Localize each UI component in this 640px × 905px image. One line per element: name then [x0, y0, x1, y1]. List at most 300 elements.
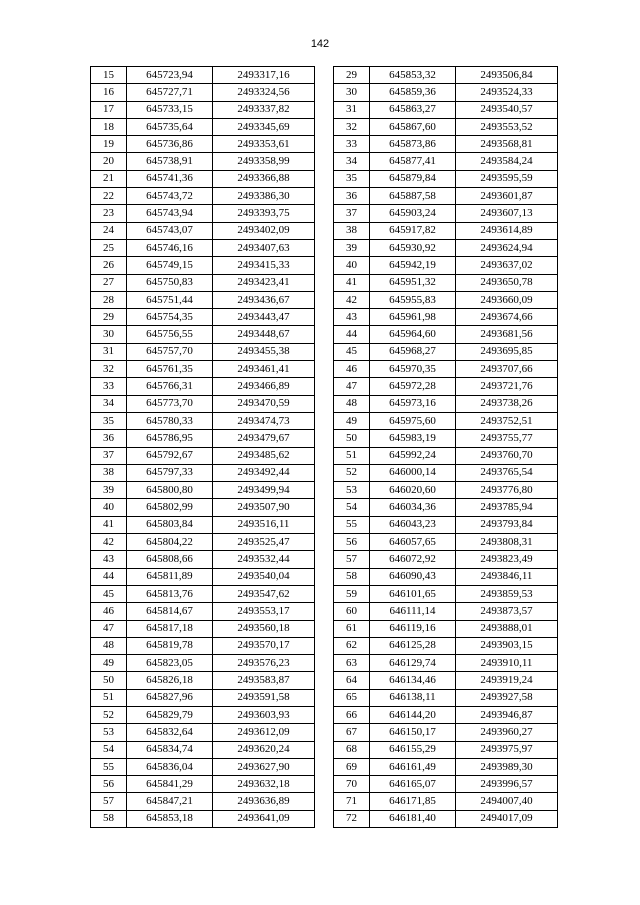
point-number-cell: 55 — [334, 516, 370, 533]
point-number-cell: 55 — [91, 758, 127, 775]
y-coordinate-cell: 2493650,78 — [456, 274, 558, 291]
x-coordinate-cell: 645955,83 — [370, 291, 456, 308]
table-row — [91, 551, 315, 568]
y-coordinate-cell: 2493591,58 — [213, 689, 315, 706]
x-coordinate-cell: 645754,35 — [127, 309, 213, 326]
point-number-cell: 25 — [91, 239, 127, 256]
table-row — [334, 170, 558, 187]
x-coordinate-cell: 645813,76 — [127, 585, 213, 602]
table-row — [334, 534, 558, 551]
y-coordinate-cell: 2493583,87 — [213, 672, 315, 689]
table-row — [91, 205, 315, 222]
x-coordinate-cell: 645750,83 — [127, 274, 213, 291]
y-coordinate-cell: 2493443,47 — [213, 309, 315, 326]
point-number-cell: 35 — [334, 170, 370, 187]
point-number-cell: 33 — [334, 136, 370, 153]
x-coordinate-cell: 645761,35 — [127, 361, 213, 378]
table-row — [91, 447, 315, 464]
point-number-cell: 34 — [91, 395, 127, 412]
point-number-cell: 27 — [91, 274, 127, 291]
y-coordinate-cell: 2493960,27 — [456, 724, 558, 741]
x-coordinate-cell: 645829,79 — [127, 706, 213, 723]
table-row — [91, 637, 315, 654]
point-number-cell: 52 — [334, 464, 370, 481]
table-row — [91, 309, 315, 326]
point-number-cell: 38 — [334, 222, 370, 239]
x-coordinate-cell: 646125,28 — [370, 637, 456, 654]
table-row — [91, 136, 315, 153]
x-coordinate-cell: 645786,95 — [127, 430, 213, 447]
y-coordinate-cell: 2493353,61 — [213, 136, 315, 153]
table-row — [91, 257, 315, 274]
point-number-cell: 48 — [334, 395, 370, 412]
y-coordinate-cell: 2493547,62 — [213, 585, 315, 602]
table-row — [91, 620, 315, 637]
y-coordinate-cell: 2493910,11 — [456, 655, 558, 672]
x-coordinate-cell: 645792,67 — [127, 447, 213, 464]
x-coordinate-cell: 645973,16 — [370, 395, 456, 412]
y-coordinate-cell: 2493614,89 — [456, 222, 558, 239]
x-coordinate-cell: 645814,67 — [127, 603, 213, 620]
table-row — [91, 430, 315, 447]
point-number-cell: 54 — [91, 741, 127, 758]
x-coordinate-cell: 645847,21 — [127, 793, 213, 810]
table-row — [91, 724, 315, 741]
table-row — [334, 361, 558, 378]
x-coordinate-cell: 645992,24 — [370, 447, 456, 464]
y-coordinate-cell: 2493927,58 — [456, 689, 558, 706]
point-number-cell: 50 — [91, 672, 127, 689]
point-number-cell: 34 — [334, 153, 370, 170]
y-coordinate-cell: 2493707,66 — [456, 361, 558, 378]
table-row — [91, 482, 315, 499]
x-coordinate-cell: 645863,27 — [370, 101, 456, 118]
y-coordinate-cell: 2494017,09 — [456, 810, 558, 827]
point-number-cell: 29 — [334, 67, 370, 84]
table-row — [334, 620, 558, 637]
x-coordinate-cell: 645727,71 — [127, 84, 213, 101]
y-coordinate-cell: 2493919,24 — [456, 672, 558, 689]
y-coordinate-cell: 2493553,17 — [213, 603, 315, 620]
table-row — [91, 776, 315, 793]
table-row — [91, 412, 315, 429]
x-coordinate-cell: 645797,33 — [127, 464, 213, 481]
table-row — [91, 118, 315, 135]
y-coordinate-cell: 2493873,57 — [456, 603, 558, 620]
point-number-cell: 58 — [91, 810, 127, 827]
y-coordinate-cell: 2493823,49 — [456, 551, 558, 568]
x-coordinate-cell: 645887,58 — [370, 188, 456, 205]
x-coordinate-cell: 645917,82 — [370, 222, 456, 239]
x-coordinate-cell: 645743,72 — [127, 188, 213, 205]
y-coordinate-cell: 2493485,62 — [213, 447, 315, 464]
point-number-cell: 46 — [91, 603, 127, 620]
point-number-cell: 49 — [91, 655, 127, 672]
y-coordinate-cell: 2493345,69 — [213, 118, 315, 135]
table-row — [334, 758, 558, 775]
point-number-cell: 45 — [334, 343, 370, 360]
x-coordinate-cell: 645961,98 — [370, 309, 456, 326]
point-number-cell: 43 — [91, 551, 127, 568]
x-coordinate-cell: 645751,44 — [127, 291, 213, 308]
point-number-cell: 58 — [334, 568, 370, 585]
table-row — [91, 67, 315, 84]
x-coordinate-cell: 645811,89 — [127, 568, 213, 585]
table-row — [334, 672, 558, 689]
y-coordinate-cell: 2493337,82 — [213, 101, 315, 118]
point-number-cell: 48 — [91, 637, 127, 654]
y-coordinate-cell: 2493499,94 — [213, 482, 315, 499]
point-number-cell: 68 — [334, 741, 370, 758]
point-number-cell: 47 — [91, 620, 127, 637]
y-coordinate-cell: 2493755,77 — [456, 430, 558, 447]
x-coordinate-cell: 645780,33 — [127, 412, 213, 429]
x-coordinate-cell: 646111,14 — [370, 603, 456, 620]
point-number-cell: 40 — [91, 499, 127, 516]
table-row — [91, 741, 315, 758]
table-row — [91, 793, 315, 810]
y-coordinate-cell: 2493808,31 — [456, 534, 558, 551]
x-coordinate-cell: 645766,31 — [127, 378, 213, 395]
table-row — [334, 188, 558, 205]
table-row — [91, 101, 315, 118]
y-coordinate-cell: 2493603,93 — [213, 706, 315, 723]
y-coordinate-cell: 2493423,41 — [213, 274, 315, 291]
table-row — [91, 170, 315, 187]
table-row — [334, 395, 558, 412]
x-coordinate-cell: 645757,70 — [127, 343, 213, 360]
point-number-cell: 71 — [334, 793, 370, 810]
table-row — [334, 101, 558, 118]
x-coordinate-cell: 646134,46 — [370, 672, 456, 689]
point-number-cell: 51 — [334, 447, 370, 464]
point-number-cell: 21 — [91, 170, 127, 187]
y-coordinate-cell: 2493888,01 — [456, 620, 558, 637]
table-row — [91, 361, 315, 378]
x-coordinate-cell: 645968,27 — [370, 343, 456, 360]
y-coordinate-cell: 2493436,67 — [213, 291, 315, 308]
point-number-cell: 45 — [91, 585, 127, 602]
point-number-cell: 19 — [91, 136, 127, 153]
y-coordinate-cell: 2493674,66 — [456, 309, 558, 326]
x-coordinate-cell: 645879,84 — [370, 170, 456, 187]
point-number-cell: 22 — [91, 188, 127, 205]
y-coordinate-cell: 2493492,44 — [213, 464, 315, 481]
table-row — [334, 499, 558, 516]
table-row — [334, 67, 558, 84]
y-coordinate-cell: 2493601,87 — [456, 188, 558, 205]
y-coordinate-cell: 2493752,51 — [456, 412, 558, 429]
x-coordinate-cell: 646072,92 — [370, 551, 456, 568]
y-coordinate-cell: 2493946,87 — [456, 706, 558, 723]
x-coordinate-cell: 646150,17 — [370, 724, 456, 741]
table-row — [91, 758, 315, 775]
y-coordinate-cell: 2493776,80 — [456, 482, 558, 499]
table-row — [334, 447, 558, 464]
x-coordinate-cell: 646144,20 — [370, 706, 456, 723]
table-row — [91, 689, 315, 706]
point-number-cell: 54 — [334, 499, 370, 516]
x-coordinate-cell: 646119,16 — [370, 620, 456, 637]
y-coordinate-cell: 2493393,75 — [213, 205, 315, 222]
x-coordinate-cell: 646129,74 — [370, 655, 456, 672]
point-number-cell: 44 — [334, 326, 370, 343]
point-number-cell: 70 — [334, 776, 370, 793]
y-coordinate-cell: 2493560,18 — [213, 620, 315, 637]
point-number-cell: 43 — [334, 309, 370, 326]
table-row — [334, 309, 558, 326]
y-coordinate-cell: 2493455,38 — [213, 343, 315, 360]
x-coordinate-cell: 645827,96 — [127, 689, 213, 706]
x-coordinate-cell: 645749,15 — [127, 257, 213, 274]
y-coordinate-cell: 2493660,09 — [456, 291, 558, 308]
x-coordinate-cell: 645743,07 — [127, 222, 213, 239]
table-row — [334, 205, 558, 222]
point-number-cell: 33 — [91, 378, 127, 395]
y-coordinate-cell: 2493568,81 — [456, 136, 558, 153]
x-coordinate-cell: 646020,60 — [370, 482, 456, 499]
y-coordinate-cell: 2493415,33 — [213, 257, 315, 274]
table-row — [334, 551, 558, 568]
point-number-cell: 63 — [334, 655, 370, 672]
x-coordinate-cell: 645867,60 — [370, 118, 456, 135]
point-number-cell: 17 — [91, 101, 127, 118]
point-number-cell: 40 — [334, 257, 370, 274]
point-number-cell: 44 — [91, 568, 127, 585]
y-coordinate-cell: 2493996,57 — [456, 776, 558, 793]
y-coordinate-cell: 2493402,09 — [213, 222, 315, 239]
point-number-cell: 61 — [334, 620, 370, 637]
table-row — [91, 343, 315, 360]
point-number-cell: 47 — [334, 378, 370, 395]
point-number-cell: 28 — [91, 291, 127, 308]
x-coordinate-cell: 645756,55 — [127, 326, 213, 343]
table-row — [334, 378, 558, 395]
point-number-cell: 57 — [334, 551, 370, 568]
x-coordinate-cell: 645738,91 — [127, 153, 213, 170]
table-row — [334, 603, 558, 620]
y-coordinate-cell: 2493553,52 — [456, 118, 558, 135]
x-coordinate-cell: 645853,18 — [127, 810, 213, 827]
x-coordinate-cell: 645733,15 — [127, 101, 213, 118]
table-row — [91, 810, 315, 827]
y-coordinate-cell: 2493466,89 — [213, 378, 315, 395]
x-coordinate-cell: 645983,19 — [370, 430, 456, 447]
point-number-cell: 62 — [334, 637, 370, 654]
x-coordinate-cell: 645736,86 — [127, 136, 213, 153]
x-coordinate-cell: 646155,29 — [370, 741, 456, 758]
y-coordinate-cell: 2493738,26 — [456, 395, 558, 412]
x-coordinate-cell: 645802,99 — [127, 499, 213, 516]
point-number-cell: 29 — [91, 309, 127, 326]
y-coordinate-cell: 2493366,88 — [213, 170, 315, 187]
x-coordinate-cell: 646101,65 — [370, 585, 456, 602]
point-number-cell: 23 — [91, 205, 127, 222]
y-coordinate-cell: 2493479,67 — [213, 430, 315, 447]
point-number-cell: 35 — [91, 412, 127, 429]
table-row — [91, 603, 315, 620]
y-coordinate-cell: 2493461,41 — [213, 361, 315, 378]
table-row — [91, 188, 315, 205]
y-coordinate-cell: 2493540,04 — [213, 568, 315, 585]
x-coordinate-cell: 645970,35 — [370, 361, 456, 378]
y-coordinate-cell: 2493620,24 — [213, 741, 315, 758]
y-coordinate-cell: 2493760,70 — [456, 447, 558, 464]
x-coordinate-cell: 645972,28 — [370, 378, 456, 395]
point-number-cell: 53 — [91, 724, 127, 741]
x-coordinate-cell: 646057,65 — [370, 534, 456, 551]
x-coordinate-cell: 645903,24 — [370, 205, 456, 222]
y-coordinate-cell: 2493765,54 — [456, 464, 558, 481]
x-coordinate-cell: 645817,18 — [127, 620, 213, 637]
point-number-cell: 37 — [91, 447, 127, 464]
y-coordinate-cell: 2493532,44 — [213, 551, 315, 568]
point-number-cell: 53 — [334, 482, 370, 499]
x-coordinate-cell: 645930,92 — [370, 239, 456, 256]
x-coordinate-cell: 645964,60 — [370, 326, 456, 343]
table-row — [334, 84, 558, 101]
point-number-cell: 49 — [334, 412, 370, 429]
x-coordinate-cell: 645773,70 — [127, 395, 213, 412]
y-coordinate-cell: 2493470,59 — [213, 395, 315, 412]
x-coordinate-cell: 645877,41 — [370, 153, 456, 170]
table-row — [334, 274, 558, 291]
table-row — [91, 153, 315, 170]
y-coordinate-cell: 2493681,56 — [456, 326, 558, 343]
point-number-cell: 41 — [334, 274, 370, 291]
y-coordinate-cell: 2493903,15 — [456, 637, 558, 654]
point-number-cell: 64 — [334, 672, 370, 689]
point-number-cell: 24 — [91, 222, 127, 239]
table-row — [91, 706, 315, 723]
point-number-cell: 32 — [91, 361, 127, 378]
y-coordinate-cell: 2493627,90 — [213, 758, 315, 775]
y-coordinate-cell: 2493386,30 — [213, 188, 315, 205]
point-number-cell: 67 — [334, 724, 370, 741]
point-number-cell: 65 — [334, 689, 370, 706]
x-coordinate-cell: 645735,64 — [127, 118, 213, 135]
table-row — [91, 585, 315, 602]
table-row — [334, 793, 558, 810]
x-coordinate-cell: 645804,22 — [127, 534, 213, 551]
table-row — [91, 672, 315, 689]
x-coordinate-cell: 645803,84 — [127, 516, 213, 533]
table-row — [334, 257, 558, 274]
table-row — [91, 274, 315, 291]
y-coordinate-cell: 2493516,11 — [213, 516, 315, 533]
x-coordinate-cell: 645832,64 — [127, 724, 213, 741]
x-coordinate-cell: 645859,36 — [370, 84, 456, 101]
y-coordinate-cell: 2493407,63 — [213, 239, 315, 256]
x-coordinate-cell: 645841,29 — [127, 776, 213, 793]
point-number-cell: 31 — [334, 101, 370, 118]
coordinates-table-right — [333, 66, 558, 828]
table-row — [334, 412, 558, 429]
point-number-cell: 59 — [334, 585, 370, 602]
y-coordinate-cell: 2493637,02 — [456, 257, 558, 274]
table-row — [91, 395, 315, 412]
point-number-cell: 36 — [91, 430, 127, 447]
y-coordinate-cell: 2494007,40 — [456, 793, 558, 810]
table-row — [334, 655, 558, 672]
y-coordinate-cell: 2493506,84 — [456, 67, 558, 84]
point-number-cell: 46 — [334, 361, 370, 378]
table-row — [334, 482, 558, 499]
y-coordinate-cell: 2493793,84 — [456, 516, 558, 533]
x-coordinate-cell: 645823,05 — [127, 655, 213, 672]
y-coordinate-cell: 2493584,24 — [456, 153, 558, 170]
table-row — [334, 706, 558, 723]
table-row — [334, 637, 558, 654]
table-row — [334, 343, 558, 360]
x-coordinate-cell: 645826,18 — [127, 672, 213, 689]
table-row — [91, 239, 315, 256]
point-number-cell: 39 — [334, 239, 370, 256]
point-number-cell: 30 — [334, 84, 370, 101]
point-number-cell: 16 — [91, 84, 127, 101]
table-row — [91, 326, 315, 343]
y-coordinate-cell: 2493846,11 — [456, 568, 558, 585]
point-number-cell: 66 — [334, 706, 370, 723]
point-number-cell: 26 — [91, 257, 127, 274]
y-coordinate-cell: 2493576,23 — [213, 655, 315, 672]
x-coordinate-cell: 645746,16 — [127, 239, 213, 256]
table-row — [334, 239, 558, 256]
y-coordinate-cell: 2493595,59 — [456, 170, 558, 187]
x-coordinate-cell: 646034,36 — [370, 499, 456, 516]
point-number-cell: 51 — [91, 689, 127, 706]
y-coordinate-cell: 2493540,57 — [456, 101, 558, 118]
table-row — [334, 568, 558, 585]
table-row — [334, 464, 558, 481]
x-coordinate-cell: 645975,60 — [370, 412, 456, 429]
table-row — [334, 516, 558, 533]
point-number-cell: 56 — [334, 534, 370, 551]
table-row — [334, 291, 558, 308]
x-coordinate-cell: 645951,32 — [370, 274, 456, 291]
y-coordinate-cell: 2493358,99 — [213, 153, 315, 170]
point-number-cell: 18 — [91, 118, 127, 135]
point-number-cell: 56 — [91, 776, 127, 793]
y-coordinate-cell: 2493721,76 — [456, 378, 558, 395]
point-number-cell: 42 — [334, 291, 370, 308]
table-row — [91, 291, 315, 308]
table-row — [91, 84, 315, 101]
x-coordinate-cell: 645836,04 — [127, 758, 213, 775]
table-row — [334, 153, 558, 170]
x-coordinate-cell: 645741,36 — [127, 170, 213, 187]
y-coordinate-cell: 2493859,53 — [456, 585, 558, 602]
point-number-cell: 52 — [91, 706, 127, 723]
y-coordinate-cell: 2493636,89 — [213, 793, 315, 810]
x-coordinate-cell: 645819,78 — [127, 637, 213, 654]
point-number-cell: 31 — [91, 343, 127, 360]
x-coordinate-cell: 645808,66 — [127, 551, 213, 568]
x-coordinate-cell: 645853,32 — [370, 67, 456, 84]
table-row — [91, 534, 315, 551]
x-coordinate-cell: 646165,07 — [370, 776, 456, 793]
table-row — [91, 655, 315, 672]
page-number: 142 — [310, 38, 330, 50]
x-coordinate-cell: 645743,94 — [127, 205, 213, 222]
y-coordinate-cell: 2493507,90 — [213, 499, 315, 516]
x-coordinate-cell: 646090,43 — [370, 568, 456, 585]
point-number-cell: 50 — [334, 430, 370, 447]
table-row — [334, 326, 558, 343]
coordinates-table-left — [90, 66, 315, 828]
table-row — [334, 689, 558, 706]
point-number-cell: 20 — [91, 153, 127, 170]
